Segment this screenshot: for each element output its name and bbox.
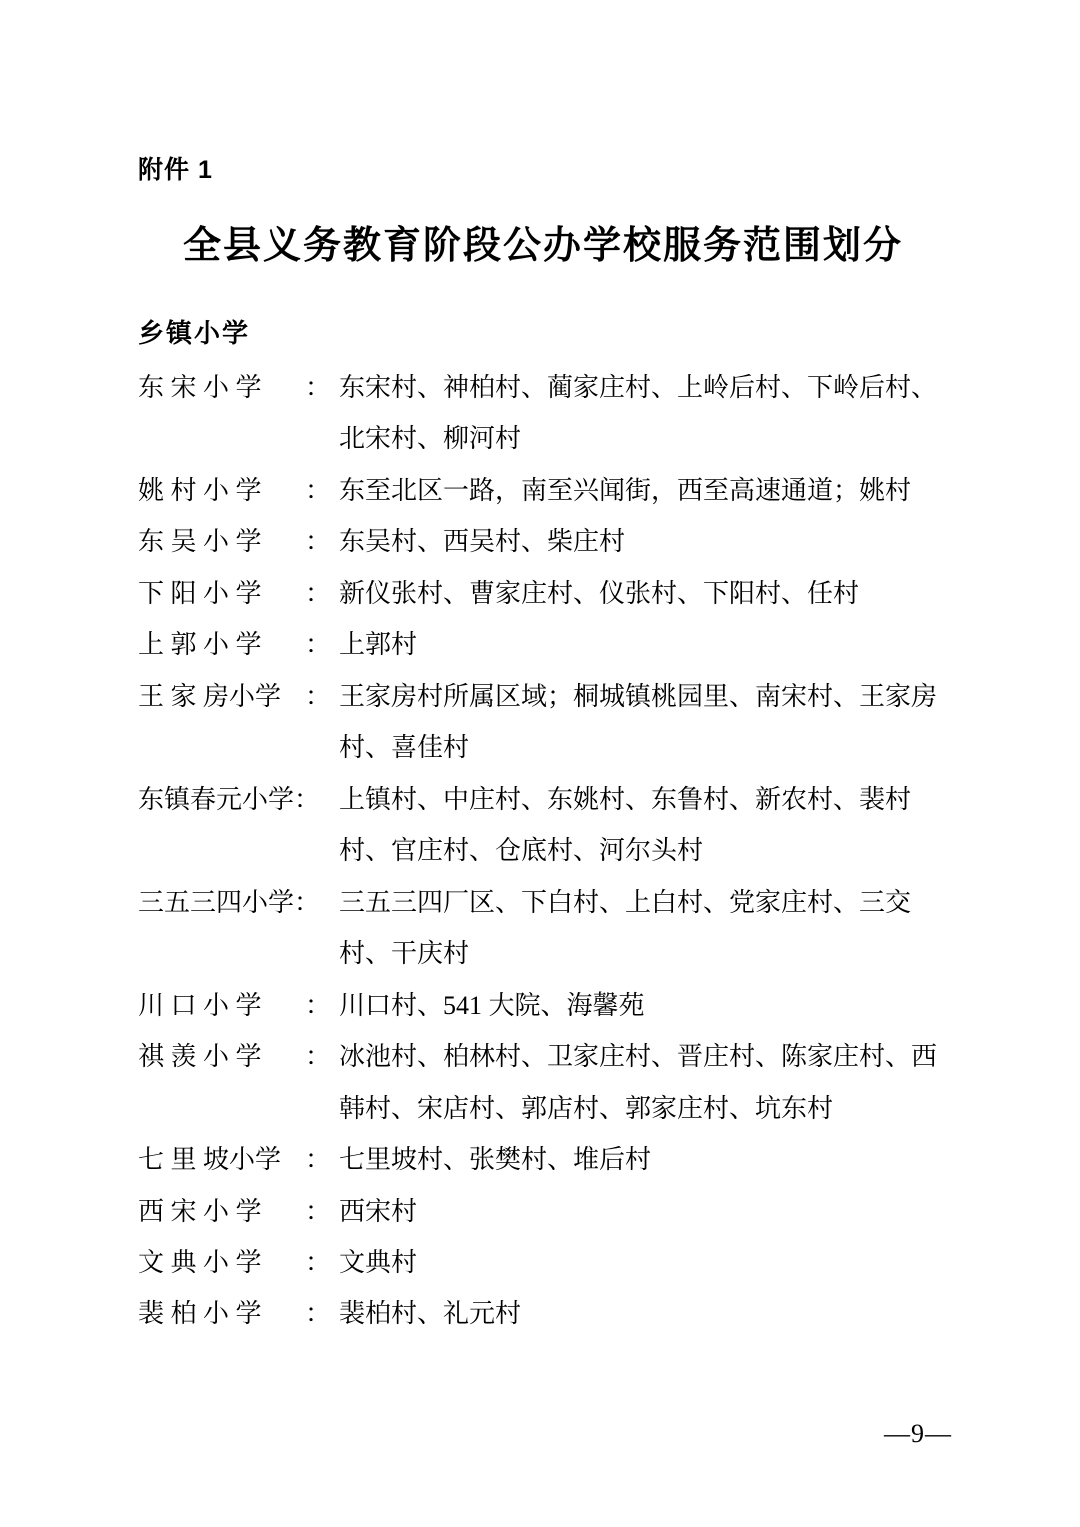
list-item	[138, 1031, 948, 1134]
list-item	[138, 1288, 948, 1339]
section-heading: 乡镇小学	[138, 318, 251, 348]
list-item	[138, 619, 948, 670]
colon: ：	[304, 373, 331, 402]
school-name	[138, 980, 331, 1031]
list-item	[138, 980, 948, 1031]
school-name-text: 姚 村 小 学	[138, 475, 262, 505]
school-name	[138, 1237, 331, 1288]
colon: ：	[304, 475, 331, 505]
school-service-area: 文典村	[339, 1247, 418, 1277]
colon: ：	[304, 578, 331, 608]
list-item	[138, 516, 948, 567]
school-name	[138, 1186, 331, 1237]
page-number: —9—	[884, 1419, 952, 1448]
school-service-area: 上镇村、中庄村、东姚村、东鲁村、新农村、裴村村、官庄村、仓底村、河尔头村	[339, 784, 912, 866]
list-item	[138, 774, 948, 877]
school-service-area: 东宋村、神柏村、蔺家庄村、上岭后村、下岭后村、北宋村、柳河村	[339, 373, 938, 454]
list-item	[138, 877, 948, 980]
colon: ：	[304, 527, 331, 557]
list-item	[138, 362, 948, 465]
school-name-text: 东 吴 小 学	[138, 527, 262, 557]
school-entry-list	[138, 362, 948, 1340]
school-name	[138, 1031, 331, 1082]
list-item	[138, 1237, 948, 1288]
colon: ：	[304, 1196, 331, 1226]
list-item	[138, 1134, 948, 1185]
list-item	[138, 568, 948, 619]
school-service-area: 新仪张村、曹家庄村、仪张村、下阳村、任村	[339, 578, 860, 608]
school-name-text: 下 阳 小 学	[138, 578, 262, 608]
school-service-area: 上郭村	[339, 630, 418, 660]
school-service-area: 东至北区一路，南至兴闻街，西至高速通道；姚村	[339, 475, 912, 505]
school-name-text: 东 宋 小 学	[138, 373, 262, 402]
attachment-label: 附件 1	[138, 156, 213, 184]
school-name-text: 文 典 小 学	[138, 1247, 262, 1277]
school-name	[138, 1134, 331, 1185]
document-body	[138, 150, 948, 1340]
school-name	[138, 516, 331, 567]
school-name	[138, 671, 331, 722]
list-item	[138, 1186, 948, 1237]
school-name-text: 上 郭 小 学	[138, 630, 262, 660]
colon: ：	[304, 1299, 331, 1329]
school-service-area: 西宋村	[339, 1196, 418, 1226]
school-name-text: 七 里 坡小学	[138, 1145, 282, 1175]
school-name-text: 裴 柏 小 学	[138, 1299, 262, 1329]
school-name-text: 川 口 小 学	[138, 990, 262, 1020]
colon: ：	[304, 1145, 331, 1175]
colon: ：	[294, 784, 321, 814]
colon: ：	[304, 1247, 331, 1277]
school-name-text: 西 宋 小 学	[138, 1196, 262, 1226]
school-service-area: 七里坡村、张樊村、堆后村	[339, 1145, 652, 1175]
school-service-area: 裴柏村、礼元村	[339, 1299, 522, 1329]
school-name	[138, 619, 331, 670]
school-service-area: 王家房村所属区域；桐城镇桃园里、南宋村、王家房村、喜佳村	[339, 681, 938, 763]
school-name-text: 东镇春元小学	[138, 784, 295, 814]
school-name	[138, 568, 331, 619]
school-name-text: 祺 羡 小 学	[138, 1042, 262, 1072]
school-name	[138, 465, 331, 516]
school-service-area: 冰池村、柏林村、卫家庄村、晋庄村、陈家庄村、西韩村、宋店村、郭店村、郭家庄村、坑东村	[339, 1042, 938, 1123]
list-item	[138, 671, 948, 774]
colon: ：	[304, 630, 331, 660]
school-service-area: 川口村、541 大院、海馨苑	[339, 990, 645, 1020]
colon: ：	[304, 990, 331, 1020]
school-name	[138, 362, 331, 413]
school-name	[138, 774, 331, 825]
colon: ：	[304, 681, 331, 711]
school-name-text: 王 家 房小学	[138, 681, 282, 711]
school-name	[138, 1288, 331, 1339]
school-name-text: 三五三四小学	[138, 887, 295, 917]
colon: ：	[294, 887, 321, 917]
list-item	[138, 465, 948, 516]
school-service-area: 三五三四厂区、下白村、上白村、党家庄村、三交村、干庆村	[339, 887, 912, 969]
school-name	[138, 877, 331, 928]
page-title: 全县义务教育阶段公办学校服务范围划分	[182, 225, 903, 267]
school-service-area: 东吴村、西吴村、柴庄村	[339, 527, 626, 557]
colon: ：	[304, 1042, 331, 1072]
